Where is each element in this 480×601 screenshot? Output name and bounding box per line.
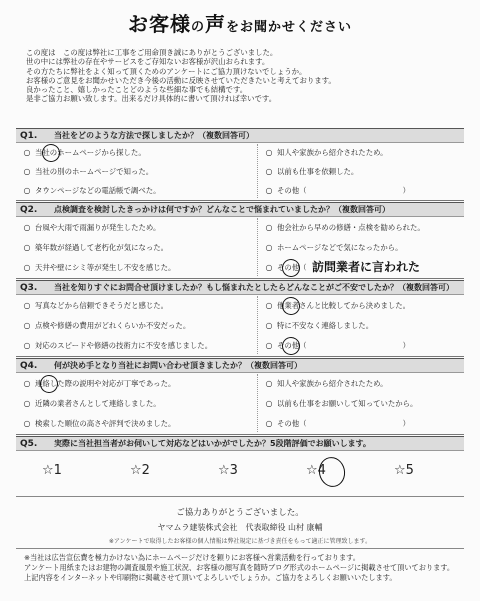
column-divider <box>257 218 258 276</box>
option-q1-l3[interactable] <box>22 185 161 196</box>
intro-line: この度は この度は弊社に工事をご用命頂き誠にありがとうございました。 <box>26 48 278 57</box>
radio-circle-icon[interactable]: ○ <box>265 379 273 388</box>
radio-circle-icon[interactable]: ○ <box>265 186 273 195</box>
page-title <box>0 8 480 37</box>
question-header-q3 <box>16 280 464 295</box>
radio-circle-icon[interactable]: ○ <box>23 263 31 272</box>
option-q2-l3[interactable] <box>22 262 175 273</box>
rating-option-2[interactable]: ☆2 <box>130 463 150 478</box>
radio-circle-icon[interactable]: ○ <box>265 167 273 176</box>
thanks-message: ご協力ありがとうございました。 <box>176 508 304 518</box>
hand-check-mark <box>38 373 59 394</box>
option-label: その他（ <box>277 263 307 272</box>
radio-circle-icon[interactable]: ○ <box>23 341 31 350</box>
radio-circle-icon[interactable]: ○ <box>265 399 273 408</box>
option-label: 当社の別のホームページで知った。 <box>35 167 154 176</box>
option-q1-l2[interactable] <box>22 166 153 177</box>
radio-circle-icon[interactable]: ○ <box>265 419 273 428</box>
option-label: その他（ ） <box>277 419 411 428</box>
title-part: お客様 <box>127 12 191 36</box>
option-label: 他業者さんと比較してから決めました。 <box>277 301 411 310</box>
question-header-q4 <box>16 358 464 373</box>
option-label: 対応のスピードや修繕の技術力に不安を感じました。 <box>35 341 213 350</box>
option-label: 写真などから信頼できそうだと感じた。 <box>35 301 169 310</box>
hand-check-mark <box>316 455 348 490</box>
footer-notes <box>24 553 464 583</box>
option-q3-l3[interactable] <box>22 340 212 351</box>
option-label: ホームページなどで気になったから。 <box>277 243 403 252</box>
radio-circle-icon[interactable]: ○ <box>23 321 31 330</box>
option-q4-r3[interactable] <box>264 418 410 429</box>
divider <box>16 496 464 497</box>
option-q3-r2[interactable] <box>264 320 373 331</box>
option-label: 特に不安なく連絡しました。 <box>277 321 374 330</box>
title-part: 声 <box>205 12 226 36</box>
radio-circle-icon[interactable]: ○ <box>23 301 31 310</box>
rating-option-4[interactable]: ☆4 <box>306 463 326 478</box>
question-text: 当社を知りすぐにお問合せ頂けましたか？もし悩まれたとしたらどんなことがご不安でしたか？（複数回答可） <box>54 283 454 292</box>
option-q1-r2[interactable] <box>264 166 358 177</box>
intro-line: 世の中には弊社の存在やサービスをご存知ないお客様が沢山おられます。 <box>26 57 270 67</box>
intro-line: 是非ご協力お願い致します。出来るだけ具体的に書いて頂ければ幸いです。 <box>26 94 277 104</box>
question-text: 実際に当社担当者がお伺いして対応などはいかがでしたか？5段階評価でお願いします。 <box>54 439 371 448</box>
question-number: Q3. <box>20 283 38 293</box>
footer-line: 上記内容をインターネットや印刷物に掲載させて頂いてよろしいでしょうか。ご協力をよろしくお願いいたします。 <box>24 573 397 582</box>
column-divider <box>257 296 258 354</box>
option-label: 以前も仕事を依頼した。 <box>277 167 359 176</box>
hand-check-mark <box>40 142 61 163</box>
option-label: 知人や家族から紹介されたため。 <box>277 379 388 388</box>
intro-text <box>26 48 466 104</box>
radio-circle-icon[interactable]: ○ <box>23 419 31 428</box>
intro-line: お客様のご意見をお聞かせいただき今後の活動に反映させていただきたいと考えております。 <box>26 75 336 85</box>
radio-circle-icon[interactable]: ○ <box>265 341 273 350</box>
option-q1-r3[interactable] <box>264 185 410 196</box>
radio-circle-icon[interactable]: ○ <box>265 301 273 310</box>
option-q4-r1[interactable] <box>264 378 388 389</box>
privacy-note: ※アンケートで取得したお客様の個人情報は弊社規定に基づき責任をもって適正に管理致します。 <box>108 538 372 545</box>
option-q2-l2[interactable] <box>22 242 168 253</box>
radio-circle-icon[interactable]: ○ <box>265 263 273 272</box>
intro-line: その方たちに弊社をよく知って頂くためのアンケートにご協力頂けないでしょうか。 <box>26 66 307 76</box>
option-q1-l1[interactable] <box>22 147 146 158</box>
hand-check-mark <box>280 257 301 278</box>
option-q3-l2[interactable] <box>22 320 190 331</box>
divider <box>16 548 464 549</box>
option-q2-l1[interactable] <box>22 222 160 233</box>
option-label: 点検や修繕の費用がどれくらいか不安だった。 <box>35 321 191 330</box>
column-divider <box>257 374 258 432</box>
option-q4-l3[interactable] <box>22 418 175 429</box>
radio-circle-icon[interactable]: ○ <box>265 243 273 252</box>
radio-circle-icon[interactable]: ○ <box>23 186 31 195</box>
rating-row <box>16 455 464 491</box>
option-label: その他（ ） <box>277 186 411 195</box>
title-part: をお聞かせください <box>226 20 353 35</box>
radio-circle-icon[interactable]: ○ <box>265 223 273 232</box>
intro-line: 良かったこと、嬉しかったことどのような些細な事でも結構です。 <box>26 85 248 95</box>
option-q4-l2[interactable] <box>22 398 161 409</box>
rating-option-5[interactable]: ☆5 <box>394 463 414 478</box>
question-options-q2 <box>16 216 464 279</box>
option-label: 当社のホームページから探した。 <box>35 148 146 157</box>
radio-circle-icon[interactable]: ○ <box>23 167 31 176</box>
question-text: 当社をどのような方法で探しましたか？（複数回答可） <box>54 131 254 140</box>
option-label: 近隣の業者さんとして連絡しました。 <box>35 399 161 408</box>
option-q1-r1[interactable] <box>264 147 388 158</box>
hand-check-mark <box>280 295 301 316</box>
option-label: 以前も仕事をお願いして知っていたから。 <box>277 399 418 408</box>
radio-circle-icon[interactable]: ○ <box>265 321 273 330</box>
radio-circle-icon[interactable]: ○ <box>23 243 31 252</box>
rating-option-3[interactable]: ☆3 <box>218 463 238 478</box>
option-label: 知人や家族から紹介されたため。 <box>277 148 388 157</box>
title-part: の <box>190 20 205 35</box>
option-label: 築年数が経過して老朽化が気になった。 <box>35 243 169 252</box>
question-number: Q4. <box>20 361 38 371</box>
hand-check-mark <box>280 335 301 356</box>
question-header-q5 <box>16 436 464 451</box>
option-q3-l1[interactable] <box>22 300 168 311</box>
radio-circle-icon[interactable]: ○ <box>23 379 31 388</box>
option-label: 連絡した際の説明や対応が丁寧であった。 <box>35 379 176 388</box>
option-q2-r1[interactable] <box>264 222 425 233</box>
option-label: その他（ ） <box>277 341 411 350</box>
option-label: 天井や壁にシミ等が発生し不安を感じた。 <box>35 263 176 272</box>
radio-circle-icon[interactable]: ○ <box>23 148 31 157</box>
footer-line: アンケート用紙またはお建物の調査風景や施工状況、お客様の顔写真を随時ブログ形式のホームページに掲載させて頂いております。 <box>24 563 455 572</box>
company-name: ヤマムラ建装株式会社 代表取締役 山村 康輔 <box>157 523 323 532</box>
footer-line: ※当社は広告宣伝費を極力かけない為にホームページだけを頼りにお客様へ営業活動を行っております。 <box>24 553 360 562</box>
option-label: 台風や大雨で雨漏りが発生したため。 <box>35 223 161 232</box>
rating-option-1[interactable]: ☆1 <box>42 463 62 478</box>
option-q4-r2[interactable] <box>264 398 417 409</box>
option-label: 検索した順位の高さや評判で決めました。 <box>35 419 176 428</box>
question-number: Q2. <box>20 205 38 215</box>
option-label: タウンページなどの電話帳で調べた。 <box>35 186 161 195</box>
radio-circle-icon[interactable]: ○ <box>265 148 273 157</box>
question-text: 点検調査を検討したきっかけは何ですか？どんなことで悩まれていましたか？（複数回答可） <box>54 205 390 214</box>
radio-circle-icon[interactable]: ○ <box>23 223 31 232</box>
option-q2-r2[interactable] <box>264 242 403 253</box>
question-options-q4 <box>16 372 464 435</box>
question-text: 何が決め手となり当社にお問い合わせ頂きましたか？（複数回答可） <box>54 361 302 370</box>
handwritten-answer: 訪問業者に言われた <box>312 260 421 274</box>
question-header-q2 <box>16 202 464 217</box>
question-number: Q5. <box>20 439 38 449</box>
question-header-q1 <box>16 128 464 143</box>
question-options-q3 <box>16 294 464 357</box>
question-options-q1 <box>16 142 464 201</box>
column-divider <box>257 144 258 198</box>
question-number: Q1. <box>20 131 38 141</box>
radio-circle-icon[interactable]: ○ <box>23 399 31 408</box>
option-label: 他会社から早めの修繕・点検を勧められた。 <box>277 223 425 232</box>
